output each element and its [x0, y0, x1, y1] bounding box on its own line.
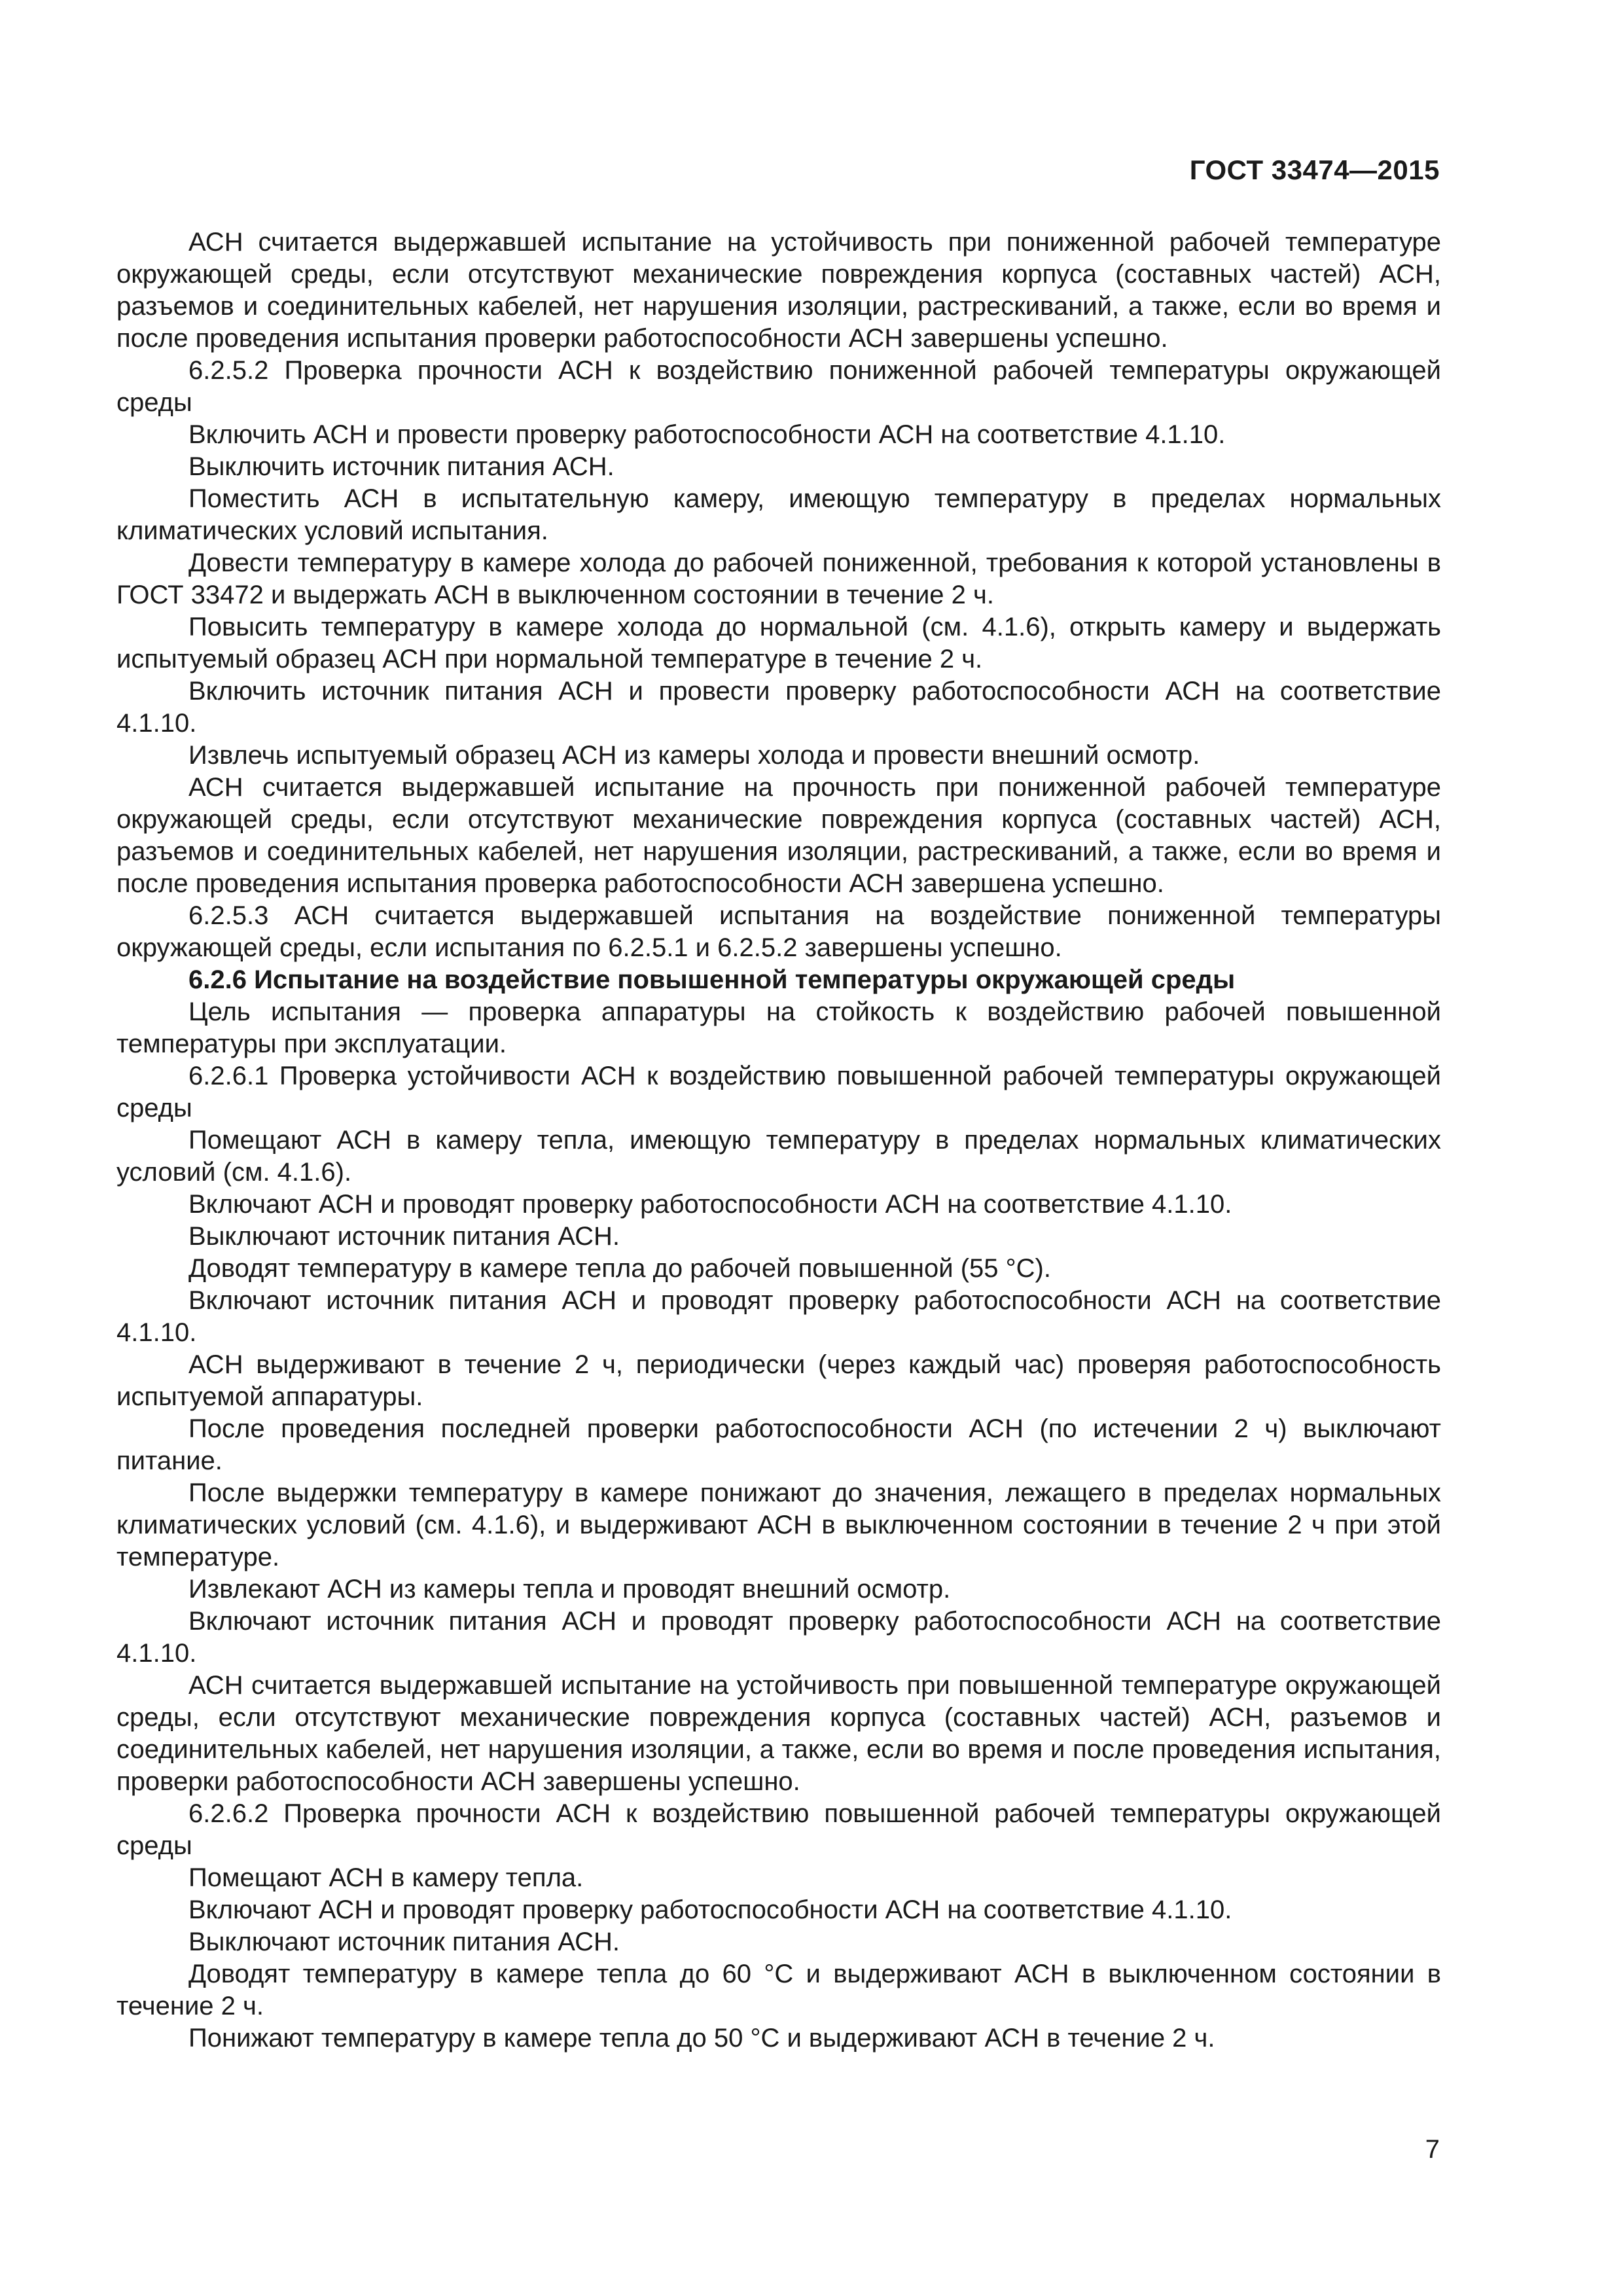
paragraph: Выключают источник питания АСН. [188, 1222, 620, 1251]
paragraph: Поместить АСН в испытательную камеру, имеющую температуру в пределах нормальных климатических условий испытания. [116, 484, 1441, 545]
section-heading: 6.2.6 Испытание на воздействие повышенной температуры окружающей среды [188, 965, 1236, 994]
paragraph: Помещают АСН в камеру тепла, имеющую температуру в пределах нормальных климатических условий (см. 4.1.6). [116, 1126, 1441, 1187]
paragraph: Доводят температуру в камере тепла до 60 °C и выдерживают АСН в выключенном состоянии в течение 2 ч. [116, 1960, 1441, 2020]
paragraph: АСН считается выдержавшей испытание на устойчивость при пониженной рабочей температуре окружающей среды, если отсутствуют механические повреждения корпуса (составных частей) АСН, разъемов и соединительных кабелей, нет нарушения изоляции, растрескиваний, а также, если во время и после проведения испытания проверки работоспособности АСН завершены успешно. [116, 228, 1441, 353]
paragraph: Включают источник питания АСН и проводят проверку работоспособности АСН на соответствие 4.1.10. [116, 1607, 1441, 1668]
paragraph: Извлекают АСН из камеры тепла и проводят внешний осмотр. [188, 1575, 951, 1604]
paragraph: Помещают АСН в камеру тепла. [188, 1863, 584, 1892]
page-number: 7 [1425, 2135, 1440, 2164]
paragraph: АСН выдерживают в течение 2 ч, периодически (через каждый час) проверяя работоспособность испытуемой аппаратуры. [116, 1350, 1441, 1411]
paragraph: Извлечь испытуемый образец АСН из камеры холода и провести внешний осмотр. [188, 741, 1200, 770]
paragraph: После выдержки температуру в камере понижают до значения, лежащего в пределах нормальных климатических условий (см. 4.1.6), и выдерживают АСН в выключенном состоянии в течение 2 ч при этой температуре. [116, 1479, 1441, 1571]
paragraph: Включают АСН и проводят проверку работоспособности АСН на соответствие 4.1.10. [188, 1895, 1232, 1924]
paragraph: Выключить источник питания АСН. [188, 452, 615, 481]
paragraph: Повысить температуру в камере холода до нормальной (см. 4.1.6), открыть камеру и выдержать испытуемый образец АСН при нормальной температуре в течение 2 ч. [116, 613, 1441, 673]
paragraph: Включают источник питания АСН и проводят проверку работоспособности АСН на соответствие 4.1.10. [116, 1286, 1441, 1347]
paragraph: Цель испытания — проверка аппаратуры на стойкость к воздействию рабочей повышенной температуры при эксплуатации. [116, 997, 1441, 1058]
paragraph: АСН считается выдержавшей испытание на устойчивость при повышенной температуре окружающей среды, если отсутствуют механические повреждения корпуса (составных частей) АСН, разъемов и соединительных кабелей, нет нарушения изоляции, а также, если во время и после проведения испытания, проверки работоспособности АСН завершены успешно. [116, 1671, 1441, 1796]
paragraph: 6.2.5.2 Проверка прочности АСН к воздействию пониженной рабочей температуры окружающей среды [116, 356, 1441, 417]
paragraph: АСН считается выдержавшей испытание на прочность при пониженной рабочей температуре окружающей среды, если отсутствуют механические повреждения корпуса (составных частей) АСН, разъемов и соединительных кабелей, нет нарушения изоляции, растрескиваний, а также, если во время и после проведения испытания проверка работоспособности АСН завершена успешно. [116, 773, 1441, 898]
paragraph: Выключают источник питания АСН. [188, 1928, 620, 1956]
paragraph: Доводят температуру в камере тепла до рабочей повышенной (55 °C). [188, 1254, 1051, 1283]
document-header: ГОСТ 33474—2015 [1189, 154, 1440, 185]
paragraph: После проведения последней проверки работоспособности АСН (по истечении 2 ч) выключают питание. [116, 1414, 1441, 1475]
paragraph: Включить источник питания АСН и провести проверку работоспособности АСН на соответствие 4.1.10. [116, 677, 1441, 738]
paragraph: Включить АСН и провести проверку работоспособности АСН на соответствие 4.1.10. [188, 420, 1226, 449]
paragraph: 6.2.6.1 Проверка устойчивости АСН к воздействию повышенной рабочей температуры окружающей среды [116, 1062, 1441, 1122]
paragraph: 6.2.5.3 АСН считается выдержавшей испытания на воздействие пониженной температуры окружающей среды, если испытания по 6.2.5.1 и 6.2.5.2 завершены успешно. [116, 901, 1441, 962]
document-body [116, 226, 1441, 2054]
paragraph: 6.2.6.2 Проверка прочности АСН к воздействию повышенной рабочей температуры окружающей среды [116, 1799, 1441, 1860]
paragraph: Довести температуру в камере холода до рабочей пониженной, требования к которой установлены в ГОСТ 33472 и выдержать АСН в выключенном состоянии в течение 2 ч. [116, 548, 1441, 609]
paragraph: Включают АСН и проводят проверку работоспособности АСН на соответствие 4.1.10. [188, 1190, 1232, 1219]
paragraph: Понижают температуру в камере тепла до 50 °C и выдерживают АСН в течение 2 ч. [188, 2024, 1215, 2053]
